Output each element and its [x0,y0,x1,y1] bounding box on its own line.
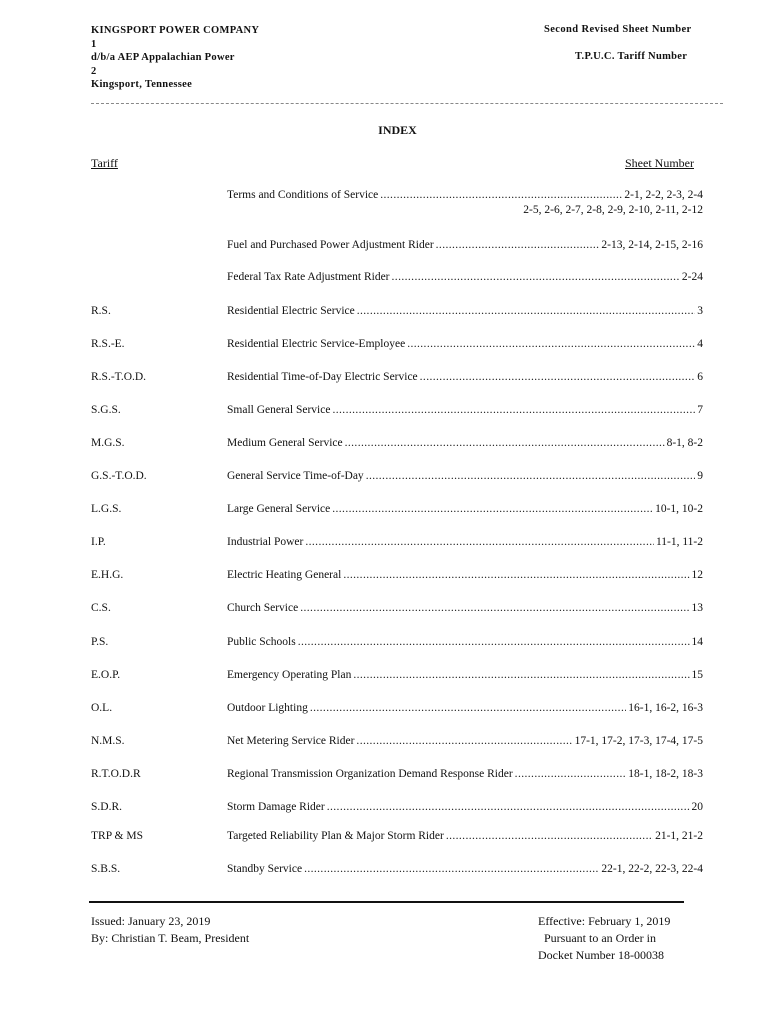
entry-title: Outdoor Lighting [227,702,308,714]
dot-leader [310,702,626,714]
entry-sheet-numbers: 7 [697,404,703,416]
entry-sheet-numbers: 2-1, 2-2, 2-3, 2-4 [624,189,703,201]
tariff-code: R.S.-E. [91,338,125,350]
tariff-code: R.T.O.D.R [91,768,141,780]
entry-title: Medium General Service [227,437,343,449]
company-line-4: 2 [91,65,97,77]
entry-line [227,735,703,747]
entry-sheet-numbers: 9 [697,470,703,482]
issued-by: By: Christian T. Beam, President [91,931,250,945]
entry-sheet-numbers: 6 [697,371,703,383]
entry-title: Electric Heating General [227,569,342,581]
entry-line [227,830,703,842]
entry-sheet-numbers: 2-13, 2-14, 2-15, 2-16 [601,239,703,251]
entry-title: Net Metering Service Rider [227,735,355,747]
entry-sheet-numbers: 14 [691,636,703,648]
footer-issued [91,913,249,947]
tariff-code: R.S.-T.O.D. [91,371,147,383]
dot-leader [380,189,622,201]
entry-line [227,636,703,648]
entry-sheet-numbers: 22-1, 22-2, 22-3, 22-4 [601,863,703,875]
entry-sheet-numbers: 20 [691,801,703,813]
entry-title: Residential Electric Service [227,305,355,317]
dot-leader [420,371,696,383]
entry-line [227,470,703,482]
entry-title: Terms and Conditions of Service [227,189,379,201]
entry-line [227,437,703,449]
issued-date: Issued: January 23, 2019 [91,914,211,928]
entry-sheet-numbers: 15 [691,669,703,681]
tariff-code: E.H.G. [91,569,124,581]
dot-leader [332,404,695,416]
entry-sheet-numbers: 2-24 [681,271,703,283]
dot-leader [345,437,665,449]
dot-leader [353,669,689,681]
entry-title: Regional Transmission Organization Demand Response Rider [227,768,513,780]
entry-line [227,338,703,350]
entry-title: Church Service [227,602,299,614]
header-divider [91,103,723,104]
index-title: INDEX [378,123,417,137]
tariff-code: G.S.-T.O.D. [91,470,147,482]
tariff-code: S.D.R. [91,801,122,813]
dot-leader [357,305,696,317]
dot-leader [304,863,599,875]
dot-leader [305,536,654,548]
dot-leader [515,768,627,780]
dot-leader [332,503,653,515]
dot-leader [392,271,680,283]
entry-title: Large General Service [227,503,331,515]
entry-title: Fuel and Purchased Power Adjustment Rider [227,239,434,251]
entry-sheet-numbers-continued: 2-5, 2-6, 2-7, 2-8, 2-9, 2-10, 2-11, 2-12 [523,204,703,216]
company-name: KINGSPORT POWER COMPANY [91,25,260,36]
tariff-code: I.P. [91,536,106,548]
tariff-code: M.G.S. [91,437,125,449]
dot-leader [356,735,572,747]
entry-line [227,239,703,251]
entry-title: Residential Time-of-Day Electric Service [227,371,418,383]
tariff-code: TRP & MS [91,830,143,842]
entry-line [227,602,703,614]
entry-sheet-numbers: 3 [697,305,703,317]
entry-line [227,503,703,515]
entry-title: Storm Damage Rider [227,801,325,813]
company-dba: d/b/a AEP Appalachian Power [91,52,235,63]
entry-line [227,305,703,317]
entry-line [227,189,703,201]
entry-line [227,271,703,283]
tariff-column-header: Tariff [91,156,118,170]
entry-line [227,702,703,714]
entry-title: Federal Tax Rate Adjustment Rider [227,271,390,283]
dot-leader [366,470,696,482]
entry-sheet-numbers: 12 [691,569,703,581]
entry-title: Small General Service [227,404,331,416]
entry-title: Residential Electric Service-Employee [227,338,406,350]
docket-number: Docket Number 18-00038 [538,948,664,962]
footer-effective [538,913,670,964]
tariff-code: E.O.P. [91,669,121,681]
entry-line [227,863,703,875]
sheet-number-label: Second Revised Sheet Number [544,24,692,35]
entry-sheet-numbers: 10-1, 10-2 [655,503,703,515]
dot-leader [407,338,695,350]
entry-sheet-numbers: 16-1, 16-2, 16-3 [628,702,703,714]
footer-divider [89,901,684,903]
dot-leader [446,830,653,842]
sheet-number-column-header: Sheet Number [625,156,694,170]
entry-line [227,371,703,383]
company-line-2: 1 [91,38,97,50]
entry-sheet-numbers: 17-1, 17-2, 17-3, 17-4, 17-5 [574,735,703,747]
entry-title: General Service Time-of-Day [227,470,364,482]
entry-sheet-numbers: 4 [697,338,703,350]
effective-date: Effective: February 1, 2019 [538,914,671,928]
dot-leader [300,602,689,614]
entry-line [227,768,703,780]
entry-sheet-numbers: 11-1, 11-2 [655,536,703,548]
entry-line [227,669,703,681]
tariff-code: L.G.S. [91,503,122,515]
entry-line [227,569,703,581]
tariff-code: N.M.S. [91,735,125,747]
entry-sheet-numbers: 18-1, 18-2, 18-3 [628,768,703,780]
company-location: Kingsport, Tennessee [91,79,193,90]
dot-leader [298,636,690,648]
entry-line [227,801,703,813]
tariff-code: C.S. [91,602,111,614]
tariff-number-label: T.P.U.C. Tariff Number [575,51,688,62]
pursuant-order: Pursuant to an Order in [544,931,656,945]
entry-title: Standby Service [227,863,303,875]
entry-sheet-numbers: 8-1, 8-2 [666,437,703,449]
dot-leader [343,569,689,581]
tariff-code: P.S. [91,636,109,648]
entry-title: Industrial Power [227,536,304,548]
entry-line [227,404,703,416]
dot-leader [436,239,600,251]
tariff-code: R.S. [91,305,111,317]
tariff-code: S.G.S. [91,404,121,416]
entry-title: Public Schools [227,636,296,648]
tariff-code: O.L. [91,702,113,714]
tariff-code: S.B.S. [91,863,121,875]
entry-title: Emergency Operating Plan [227,669,352,681]
entry-line [227,536,703,548]
entry-title: Targeted Reliability Plan & Major Storm Rider [227,830,444,842]
dot-leader [327,801,690,813]
entry-sheet-numbers: 13 [691,602,703,614]
company-header [91,24,259,92]
entry-sheet-numbers: 21-1, 21-2 [655,830,703,842]
